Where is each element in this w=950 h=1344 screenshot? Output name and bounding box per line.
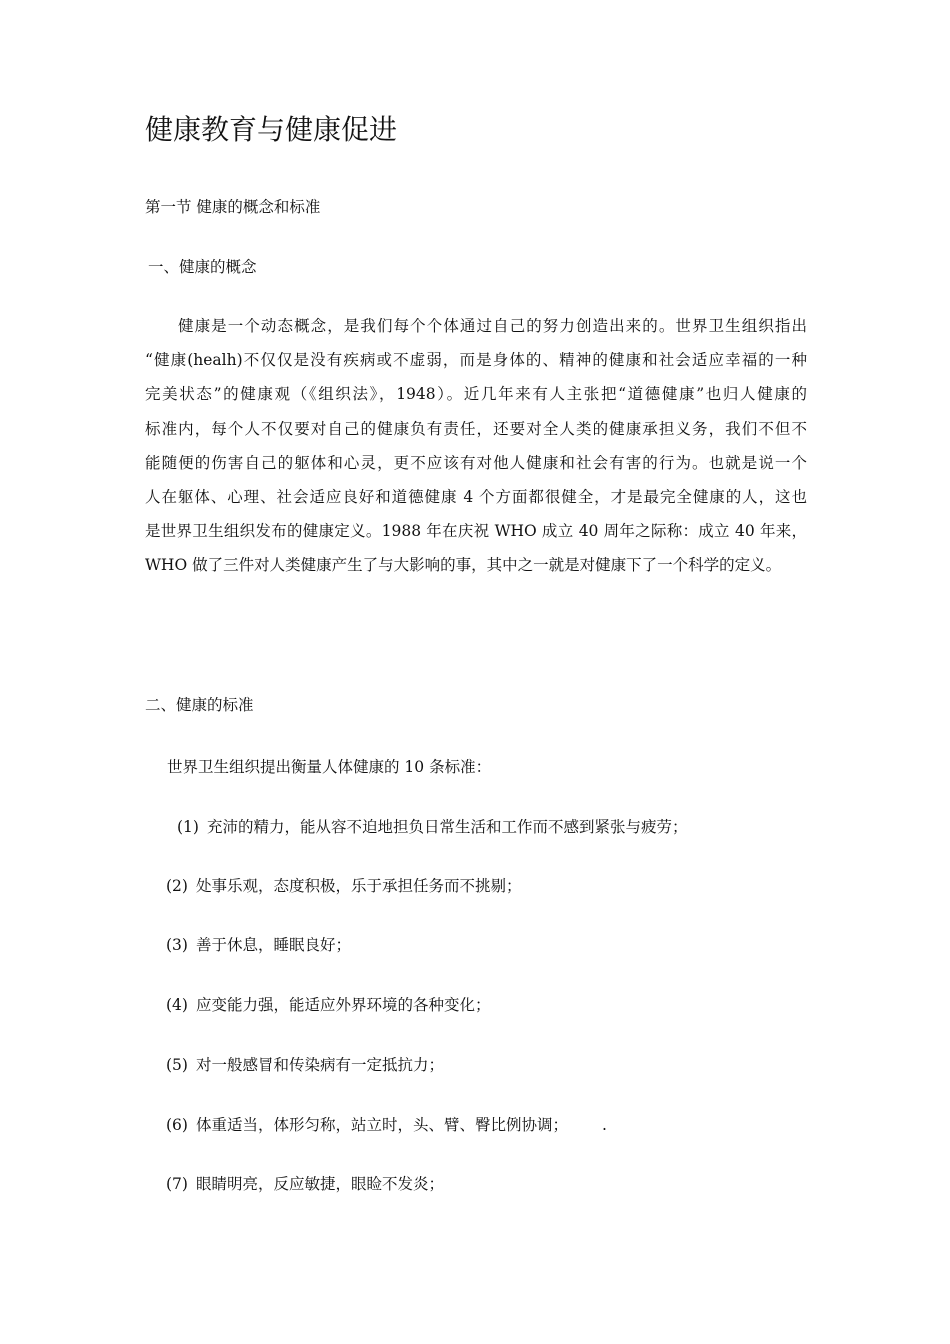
subsection-heading-standards: 二、健康的标准 (145, 696, 254, 714)
item-text: 对一般感冒和传染病有一定抵抗力； (195, 1056, 444, 1074)
paragraph-line: 完美状态”的健康观（《组织法》，1948）。近几年来有人主张把“道德健康”也归人健康的 (145, 385, 807, 404)
standard-item-4 (166, 993, 490, 1017)
item-number: (1) (177, 818, 199, 836)
item-number: (6) (166, 1116, 188, 1134)
item-text: 体重适当，体形匀称，站立时，头、臂、臀比例协调； (195, 1116, 568, 1134)
paragraph-line: WHO 做了三件对人类健康产生了与大影响的事，其中之一就是对健康下了一个科学的定义。 (145, 556, 782, 575)
subsection-heading-concept: 一、健康的概念 (148, 258, 257, 276)
document-title: 健康教育与健康促进 (145, 113, 398, 146)
standard-item-3 (166, 933, 351, 957)
standard-item-2 (166, 874, 521, 898)
item-text: 应变能力强，能适应外界环境的各种变化； (195, 996, 491, 1014)
paragraph-line: 健康是一个动态概念，是我们每个个体通过自己的努力创造出来的。世界卫生组织指出 (178, 317, 807, 335)
item-number: (4) (166, 996, 188, 1014)
item-text: 善于休息，睡眠良好； (195, 936, 351, 954)
paragraph-line: 人在躯体、心理、社会适应良好和道德健康 4 个方面都很健全，才是最完全健康的人，这也 (145, 487, 807, 506)
standard-item-6 (166, 1113, 607, 1137)
concept-paragraph (145, 314, 807, 588)
item-number: (2) (166, 877, 188, 895)
section-heading: 第一节 健康的概念和标准 (145, 198, 321, 216)
item-text: 眼睛明亮，反应敏捷，眼睑不发炎； (195, 1175, 444, 1193)
standards-intro: 世界卫生组织提出衡量人体健康的 10 条标准： (167, 758, 492, 776)
standard-item-7 (166, 1172, 444, 1196)
standard-item-1 (177, 815, 687, 839)
item-text: 充沛的精力，能从容不迫地担负日常生活和工作而不感到紧张与疲劳； (206, 818, 688, 836)
standard-item-5 (166, 1053, 444, 1077)
trailing-dot: . (601, 1116, 607, 1134)
item-number: (5) (166, 1056, 188, 1074)
paragraph-line: “健康(healh)不仅仅是没有疾病或不虚弱，而是身体的、精神的健康和社会适应幸福的一种 (145, 351, 807, 370)
item-number: (3) (166, 936, 188, 954)
item-number: (7) (166, 1175, 188, 1193)
item-text: 处事乐观，态度积极，乐于承担任务而不挑剔； (195, 877, 522, 895)
paragraph-line: 标准内，每个人不仅要对自己的健康负有责任，还要对全人类的健康承担义务，我们不但不 (145, 419, 807, 438)
paragraph-line: 能随便的伤害自己的躯体和心灵，更不应该有对他人健康和社会有害的行为。也就是说一个 (145, 453, 807, 472)
paragraph-line: 是世界卫生组织发布的健康定义。1988 年在庆祝 WHO 成立 40 周年之际称：成立 40 年来， (145, 522, 807, 541)
